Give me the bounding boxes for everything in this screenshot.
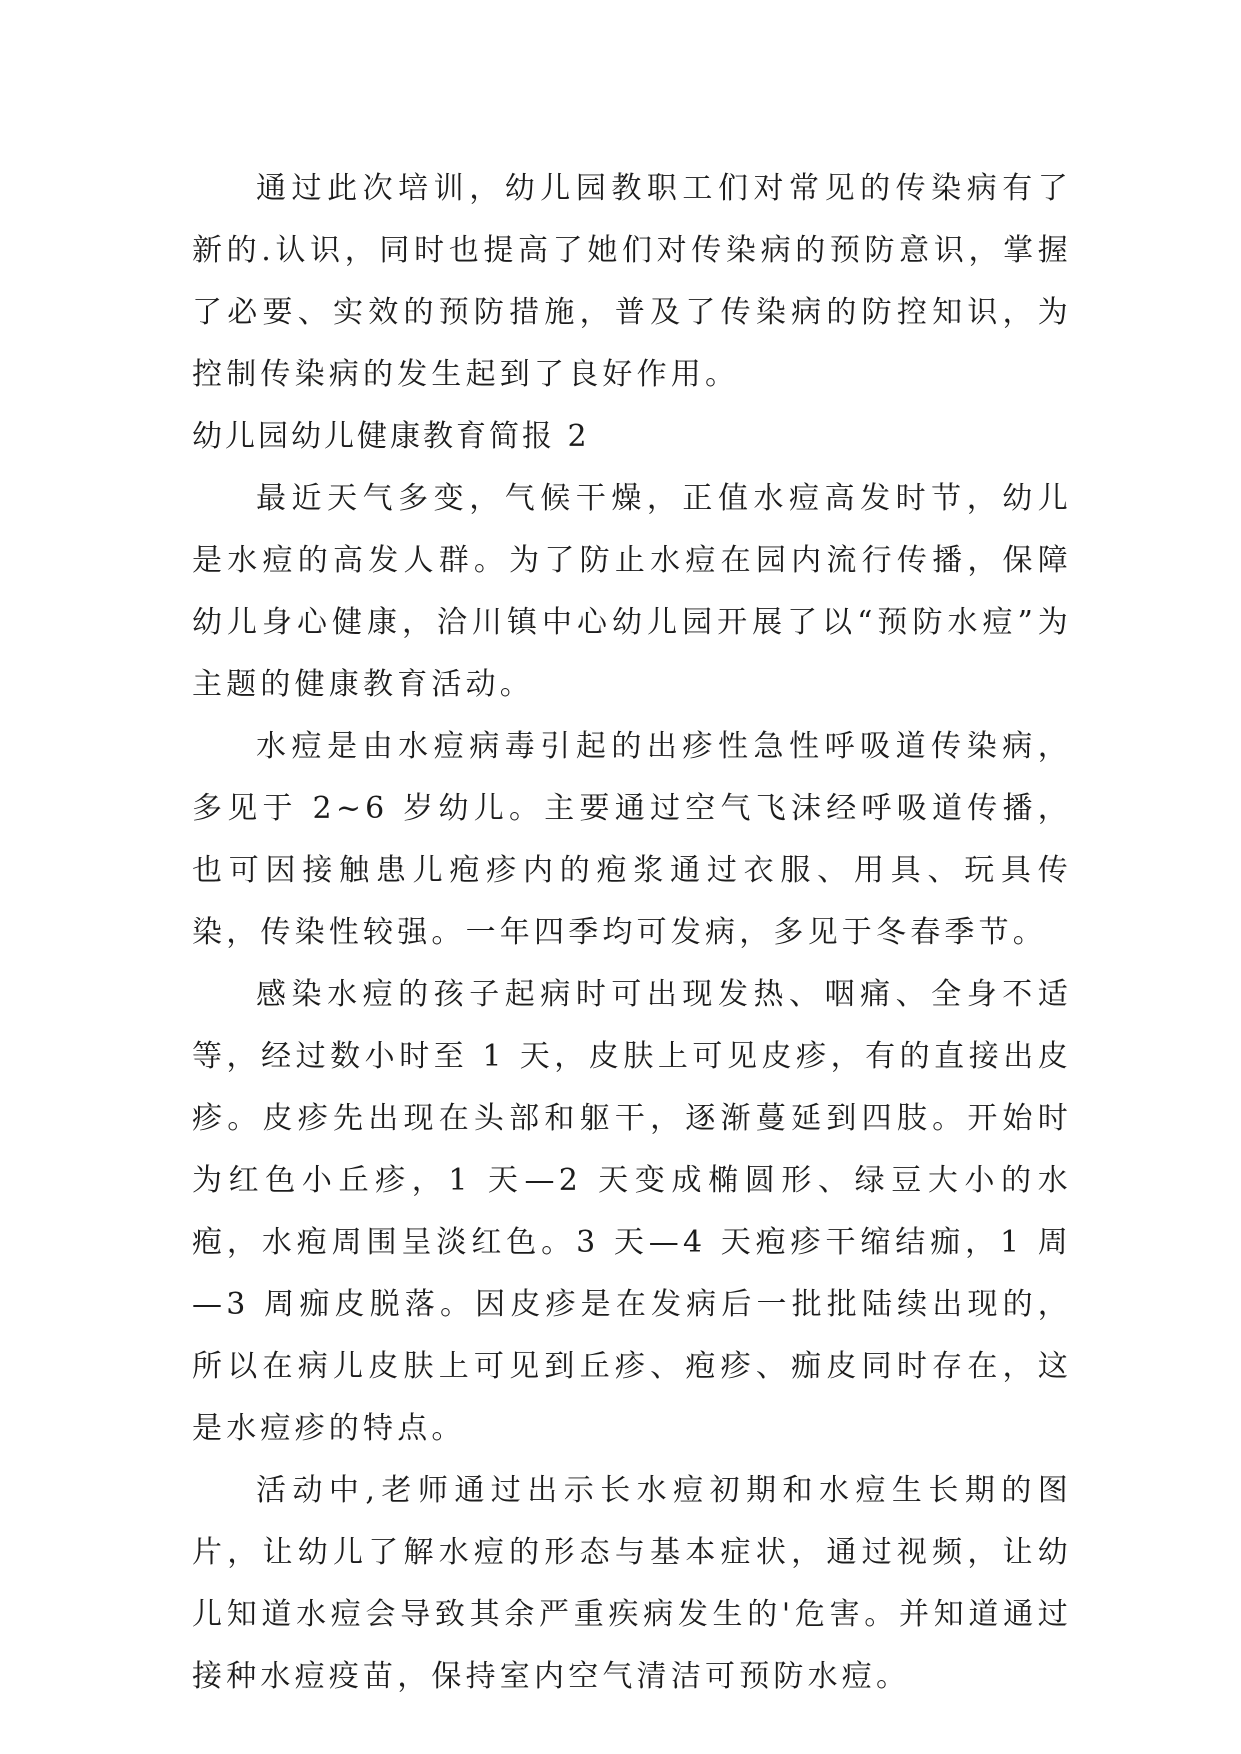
paragraph-activity-content: 活动中,老师通过出示长水痘初期和水痘生长期的图片，让幼儿了解水痘的形态与基本症状，通过视频，让幼儿知道水痘会导致其余严重疾病发生的'危害。并知道通过接种水痘疫苗，保持室内空气清洁可预防水痘。 [192,1473,1072,1694]
section-heading-briefing-2: 幼儿园幼儿健康教育简报 2 [192,419,590,454]
paragraph-chickenpox-symptoms: 感染水痘的孩子起病时可出现发热、咽痛、全身不适等，经过数小时至 1 天，皮肤上可见皮疹，有的直接出皮疹。皮疹先出现在头部和躯干，逐渐蔓延到四肢。开始时为红色小丘疹，1 天—2 天变成椭圆形、绿豆大小的水疱，水疱周围呈淡红色。3 天—4 天疱疹干缩结痂，1 周—3 周痂皮脱落。因皮疹是在发病后一批批陆续出现的，所以在病儿皮肤上可见到丘疹、疱疹、痂皮同时存在，这是水痘疹的特点。 [192,977,1072,1446]
paragraph-chickenpox-definition: 水痘是由水痘病毒引起的出疹性急性呼吸道传染病，多见于 2~6 岁幼儿。主要通过空气飞沫经呼吸道传播，也可因接触患儿疱疹内的疱浆通过衣服、用具、玩具传染，传染性较强。一年四季均可发病，多见于冬春季节。 [192,729,1072,950]
paragraph-activity-intro: 最近天气多变，气候干燥，正值水痘高发时节，幼儿是水痘的高发人群。为了防止水痘在园内流行传播，保障幼儿身心健康，洽川镇中心幼儿园开展了以“预防水痘”为主题的健康教育活动。 [192,481,1072,702]
paragraph-training-summary: 通过此次培训，幼儿园教职工们对常见的传染病有了新的.认识，同时也提高了她们对传染病的预防意识，掌握了必要、实效的预防措施，普及了传染病的防控知识，为控制传染病的发生起到了良好作用。 [192,171,1072,392]
document-page [192,158,1072,1708]
